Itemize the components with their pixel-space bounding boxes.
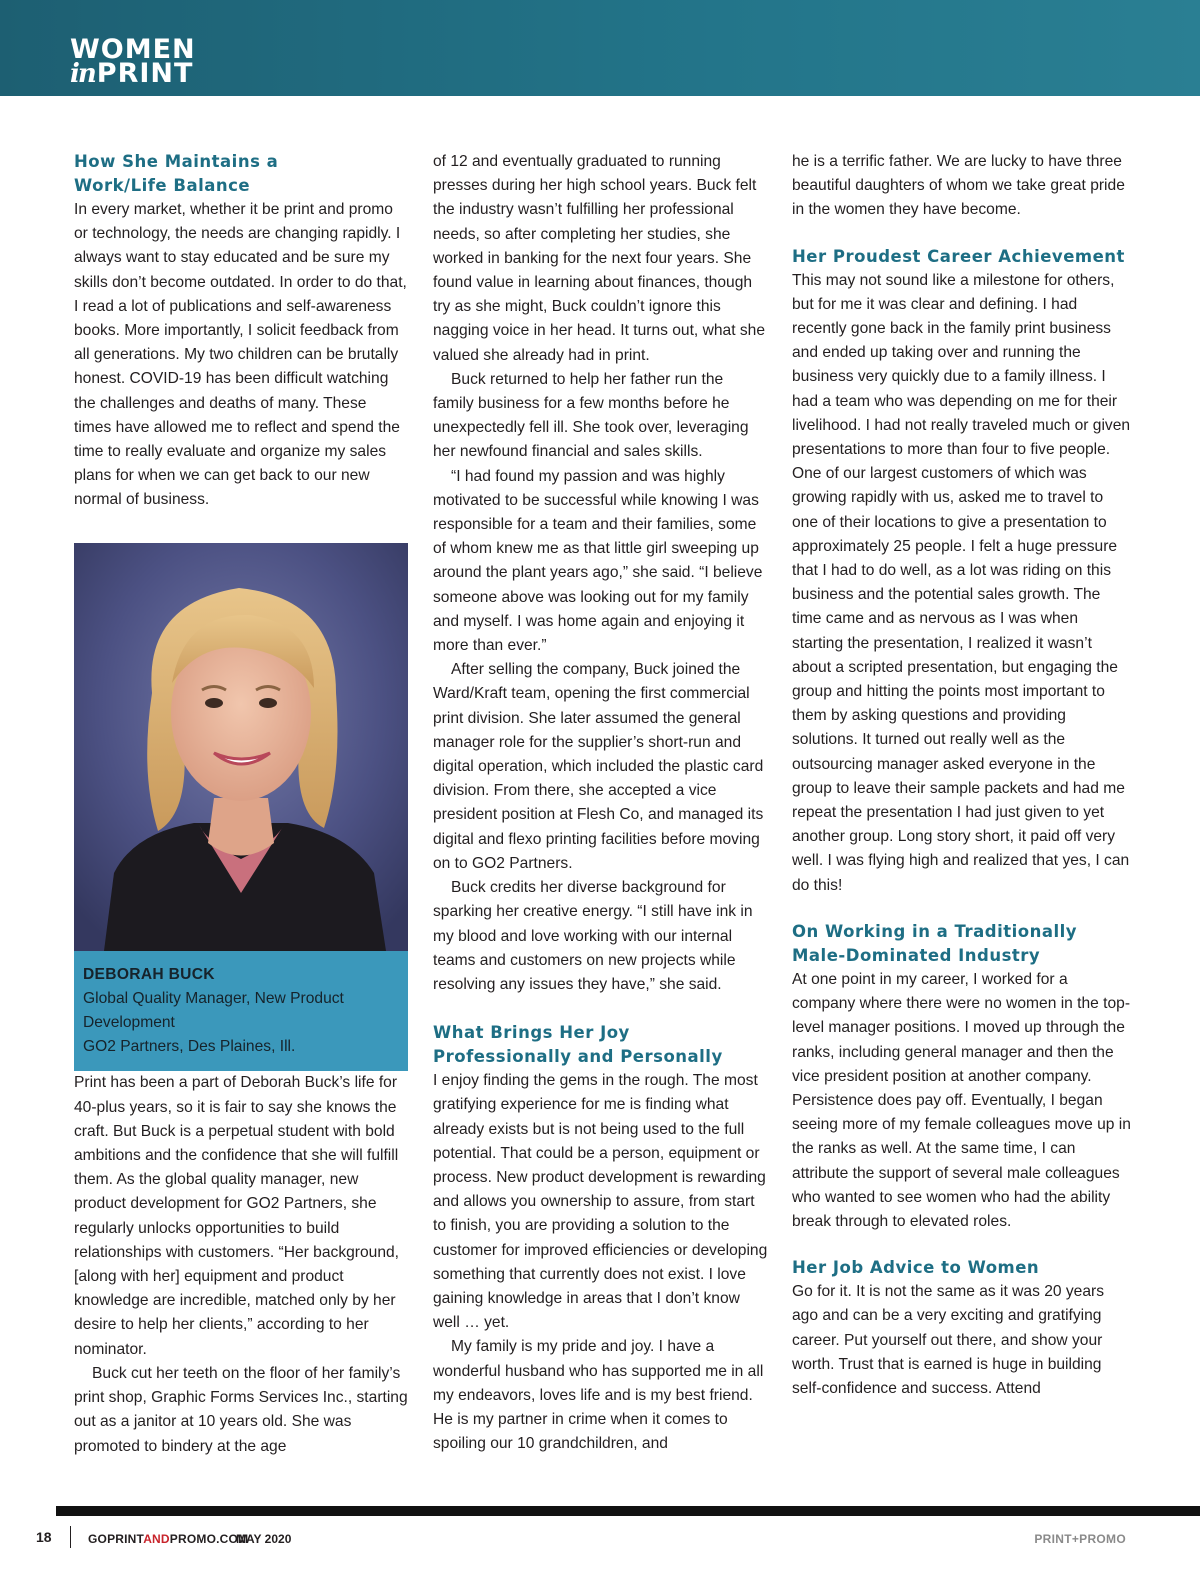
logo-print: PRINT bbox=[96, 58, 194, 89]
heading-line: How She Maintains a bbox=[74, 152, 279, 171]
body-paragraph: Buck cut her teeth on the floor of her family’s print shop, Graphic Forms Services Inc., starting out as a janitor at 10 years old. She was promoted to bindery at the age bbox=[74, 1364, 408, 1455]
section-heading-work-life-balance bbox=[74, 150, 408, 198]
body-paragraph: Buck credits her diverse background for sparking her creative energy. “I still have ink in my blood and love working with our internal teams and customers on new projects while resolving any issues they have,” she said. bbox=[433, 879, 753, 993]
photo-caption bbox=[74, 951, 408, 1072]
site-prefix: GOPRINT bbox=[88, 1532, 144, 1546]
heading-line: Work/Life Balance bbox=[74, 176, 251, 195]
body-paragraph: In every market, whether it be print and promo or technology, the needs are changing rapidly. I always want to stay educated and be sure my skills don’t become outdated. In order to do that, I read a lot of publications and self-awareness books. More importantly, I solicit feedback from all generations. My two children can be brutally honest. COVID-19 has been difficult watching the challenges and deaths of many. These times have allowed me to reflect and spend the time to really evaluate and organize my sales plans for when we can get back to our new normal of business. bbox=[74, 201, 407, 509]
logo-in: in bbox=[70, 59, 95, 89]
caption-company: GO2 Partners, Des Plaines, Ill. bbox=[83, 1038, 296, 1056]
body-paragraph: My family is my pride and joy. I have a wonderful husband who has supported me in all my endeavors, loves life and is my best friend. He is my partner in crime when it comes to spoiling our 10 grandchildren, and bbox=[433, 1338, 764, 1453]
page-number: 18 bbox=[36, 1529, 52, 1545]
body-paragraph: This may not sound like a milestone for others, but for me it was clear and defining. I had recently gone back in the family print business and ended up taking over and running the business very quickly due to a family illness. I had a team who was depending on me for their livelihood. I had not really traveled much or given presentations to more than four to five people. One of our largest customers of which was growing rapidly with us, asked me to travel to one of their locations to give a presentation to approximately 25 people. I felt a huge pressure that I had to do well, as a lot was riding on this business and the potential sales growth. The time came and as nervous as I was when starting the presentation, I realized it wasn’t about a scripted presentation, but engaging the group and hitting the points most important to them by asking questions and providing solutions. It turned out really well as the outsourcing manager asked everyone in the group to leave their sample packets and had me repeat the presentation I had just given to yet another group. Long story short, it paid off very well. I was flying high and realized that yes, I can do this! bbox=[792, 271, 1131, 894]
portrait-illustration bbox=[74, 543, 408, 951]
caption-title: Global Quality Manager, New Product Development bbox=[83, 989, 344, 1032]
profile-photo-box bbox=[74, 543, 408, 1072]
body-paragraph: Print has been a part of Deborah Buck’s life for 40-plus years, so it is fair to say she knows the craft. But Buck is a perpetual student with bold ambitions and the confidence that she will fulfill them. As the global quality manager, new product development for GO2 Partners, she regularly unlocks opportunities to build relationships with customers. “Her background, [along with her] equipment and product knowledge are incredible, matched only by her desire to help her clients,” according to her nominator. bbox=[74, 1074, 400, 1358]
women-in-print-logo bbox=[70, 34, 196, 89]
caption-name: DEBORAH BUCK bbox=[83, 965, 215, 983]
masthead bbox=[0, 0, 1200, 96]
section-heading-male-dominated-industry bbox=[792, 920, 1132, 968]
logo-women: WOMEN bbox=[70, 34, 196, 65]
footer-rule bbox=[56, 1506, 1200, 1516]
article-column-2 bbox=[433, 150, 768, 1456]
site-suffix: PROMO.COM bbox=[169, 1532, 249, 1546]
footer-brand: PRINT+PROMO bbox=[1034, 1532, 1126, 1546]
section-heading-job-advice: Her Job Advice to Women bbox=[792, 1258, 1040, 1278]
body-paragraph: he is a terrific father. We are lucky to have three beautiful daughters of whom we take great pride in the women they have become. bbox=[792, 153, 1125, 219]
spacer bbox=[792, 898, 1132, 920]
article-column-1 bbox=[74, 150, 408, 1459]
footer-website bbox=[88, 1532, 248, 1546]
footer-divider bbox=[70, 1526, 71, 1548]
article-column-3 bbox=[792, 150, 1132, 1401]
body-paragraph: After selling the company, Buck joined the Ward/Kraft team, opening the first commercial print division. She later assumed the general manager role for the supplier’s short-run and digital operation, which included the plastic card division. From there, she accepted a vice president position at Flesh Co, and managed its digital and flexo printing facilities before moving on to GO2 Partners. bbox=[433, 661, 764, 872]
heading-line: What Brings Her Joy bbox=[433, 1023, 630, 1043]
footer-issue-date: MAY 2020 bbox=[236, 1532, 292, 1546]
body-paragraph: of 12 and eventually graduated to running presses during her high school years. Buck felt the industry wasn’t fulfilling her professional needs, so after completing her studies, she worked in banking for the next four years. She found value in learning about finances, though try as she might, Buck couldn’t ignore this nagging voice in her head. It turns out, what she valued she already had in print. bbox=[433, 153, 766, 364]
section-heading-joy bbox=[433, 1021, 768, 1069]
portrait-photo bbox=[74, 543, 408, 951]
body-paragraph: I enjoy finding the gems in the rough. The most gratifying experience for me is finding what already exists but is not being used to the full potential. That could be a person, equipment or process. New product development is rewarding and allows you ownership to assure, from start to finish, you are providing a solution to the customer for improved efficiencies or developing something that currently does not exist. I love gaining knowledge in areas that I don’t know well … yet. bbox=[433, 1072, 768, 1332]
site-and: AND bbox=[143, 1532, 170, 1546]
spacer bbox=[792, 1234, 1132, 1256]
body-paragraph: At one point in my career, I worked for a company where there were no women in the top-level manager positions. I moved up through the ranks, including general manager and then the vice president position at another company. Persistence does pay off. Eventually, I began seeing more of my female colleagues move up in the ranks as well. At the same time, I can attribute the support of several male colleagues who wanted to see women who had the ability break through to elevated roles. bbox=[792, 970, 1131, 1230]
heading-line: Male-Dominated Industry bbox=[792, 945, 1041, 965]
heading-line: Professionally and Personally bbox=[433, 1047, 723, 1067]
section-heading-proudest-achievement: Her Proudest Career Achievement bbox=[792, 246, 1125, 266]
body-paragraph: Go for it. It is not the same as it was 20 years ago and can be a very exciting and gratifying career. Put yourself out there, and show your worth. Trust that is earned is huge in building self-confidence and success. Attend bbox=[792, 1283, 1105, 1397]
body-paragraph: Buck returned to help her father run the family business for a few months before he unexpectedly fell ill. She took over, leveraging her newfound financial and sales skills. bbox=[433, 370, 749, 461]
heading-line: On Working in a Traditionally bbox=[792, 921, 1078, 941]
spacer bbox=[792, 223, 1132, 245]
spacer bbox=[433, 997, 768, 1021]
body-paragraph: “I had found my passion and was highly motivated to be successful while knowing I was responsible for a team and their families, some of whom knew me as that little girl sweeping up around the plant years ago,” she said. “I believe someone above was looking out for my family and myself. I was home again and enjoying it more than ever.” bbox=[433, 467, 763, 655]
logo-print-line bbox=[70, 58, 196, 89]
